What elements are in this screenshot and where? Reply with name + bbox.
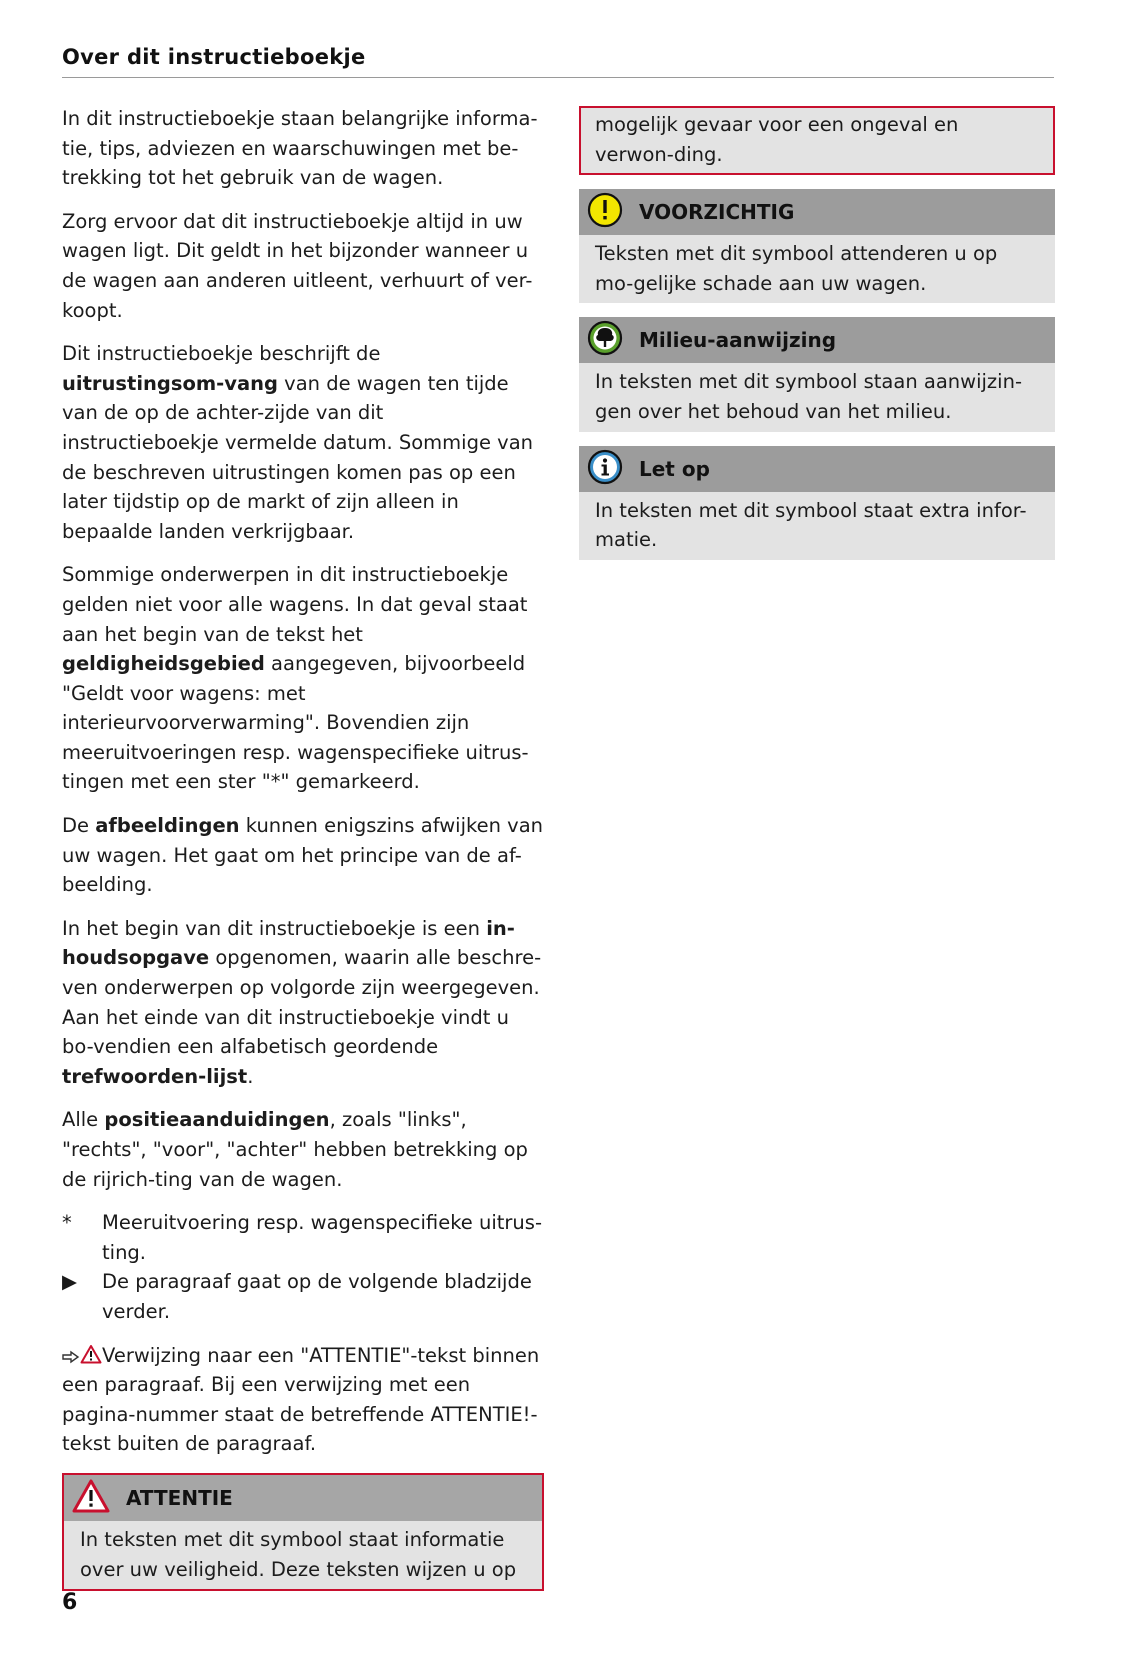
left-column bbox=[62, 104, 544, 1605]
paragraph-keep-in-car: Zorg ervoor dat dit instructieboekje altijd in uw wagen ligt. Dit geldt in het bijzonder wanneer u de wagen aan anderen uitleent, verhuurt of ver-koopt. bbox=[62, 209, 533, 322]
letop-box-header bbox=[579, 446, 1055, 492]
legend-text: Meeruitvoering resp. wagenspecifieke uitrus-ting. bbox=[102, 1211, 542, 1264]
legend-text: De paragraaf gaat op de volgende bladzijde verder. bbox=[102, 1270, 532, 1323]
attentie-box bbox=[62, 1473, 544, 1591]
tree-icon bbox=[587, 320, 623, 360]
letop-box bbox=[579, 446, 1055, 560]
voorzichtig-box-header bbox=[579, 189, 1055, 235]
symbol-legend bbox=[62, 1208, 544, 1326]
exclamation-circle-icon bbox=[587, 192, 623, 232]
bold-term: in-houdsopgave bbox=[62, 916, 515, 970]
legend-item-star bbox=[62, 1208, 544, 1267]
paragraph-intro: In dit instructieboekje staan belangrijke informa-tie, tips, adviezen en waarschuwingen met be-trekking tot het gebruik van de wagen. bbox=[62, 107, 538, 190]
milieu-title: Milieu-aanwijzing bbox=[639, 328, 837, 353]
warning-triangle-icon bbox=[80, 1344, 102, 1364]
arrow-ref-icon bbox=[62, 1350, 80, 1364]
letop-body: In teksten met dit symbool staat extra infor-matie. bbox=[579, 492, 1055, 560]
bold-term: uitrustingsom-vang bbox=[62, 371, 278, 395]
attentie-continuation-box: mogelijk gevaar voor een ongeval en verwon-ding. bbox=[579, 106, 1055, 175]
bold-term: trefwoorden-lijst bbox=[62, 1064, 248, 1088]
bold-term: positieaanduidingen bbox=[104, 1108, 330, 1132]
attentie-box-header bbox=[64, 1475, 542, 1521]
paragraph-images: De afbeeldingen kunnen enigszins afwijken van uw wagen. Het gaat om het principe van de af-beelding. bbox=[62, 814, 544, 897]
legend-item-continue bbox=[62, 1267, 544, 1326]
paragraph-validity: Sommige onderwerpen in dit instructieboekje gelden niet voor alle wagens. In dat geval staat aan het begin van de tekst het geldigheidsgebied aangegeven, bijvoorbeeld "Geldt voor wagens: met interieurvoorverwarming". Bovendien zijn meeruitvoeringen resp. wagenspecifieke uitrus-tingen met een ster "*" gemarkeerd. bbox=[62, 563, 529, 794]
info-icon bbox=[587, 449, 623, 489]
star-symbol: * bbox=[62, 1211, 72, 1235]
milieu-box bbox=[579, 317, 1055, 431]
warning-triangle-icon bbox=[72, 1479, 110, 1517]
continue-arrow-icon: ▶ bbox=[62, 1270, 77, 1294]
bold-term: afbeeldingen bbox=[95, 814, 240, 838]
right-column bbox=[579, 106, 1055, 574]
voorzichtig-box bbox=[579, 189, 1055, 303]
paragraph-positions: Alle positieaanduidingen, zoals "links", "rechts", "voor", "achter" hebben betrekking op de rijrich-ting van de wagen. bbox=[62, 1108, 528, 1191]
paragraph-attentie-reference: Verwijzing naar een "ATTENTIE"-tekst binnen een paragraaf. Bij een verwijzing met een pagina-nummer staat de betreffende ATTENTIE!-tekst buiten de paragraaf. bbox=[62, 1343, 540, 1456]
page-title: Over dit instructieboekje bbox=[62, 45, 366, 69]
attentie-body: In teksten met dit symbool staat informatie over uw veiligheid. Deze teksten wijzen u op bbox=[64, 1521, 542, 1589]
voorzichtig-body: Teksten met dit symbool attenderen u op mo-gelijke schade aan uw wagen. bbox=[579, 235, 1055, 303]
bold-term: geldigheidsgebied bbox=[62, 652, 265, 676]
milieu-box-header bbox=[579, 317, 1055, 363]
letop-title: Let op bbox=[639, 456, 710, 481]
page-header bbox=[62, 44, 1054, 78]
paragraph-equipment-scope: Dit instructieboekje beschrijft de uitrustingsom-vang van de wagen ten tijde van de op de achter-zijde van dit instructieboekje vermelde datum. Sommige van de beschreven uitrustingen komen pas op een later tijdstip op de markt of zijn alleen in bepaalde landen verkrijgbaar. bbox=[62, 342, 534, 543]
attentie-title: ATTENTIE bbox=[126, 1485, 233, 1510]
milieu-body: In teksten met dit symbool staan aanwijzin-gen over het behoud van het milieu. bbox=[579, 363, 1055, 431]
page-number: 6 bbox=[62, 1590, 78, 1615]
paragraph-contents: In het begin van dit instructieboekje is een in-houdsopgave opgenomen, waarin alle beschre-ven onderwerpen op volgorde zijn weergegeven. Aan het einde van dit instructieboekje vindt u bo-vendien een alfabetisch geordende trefwoorden-lijst. bbox=[62, 916, 542, 1088]
voorzichtig-title: VOORZICHTIG bbox=[639, 200, 795, 225]
